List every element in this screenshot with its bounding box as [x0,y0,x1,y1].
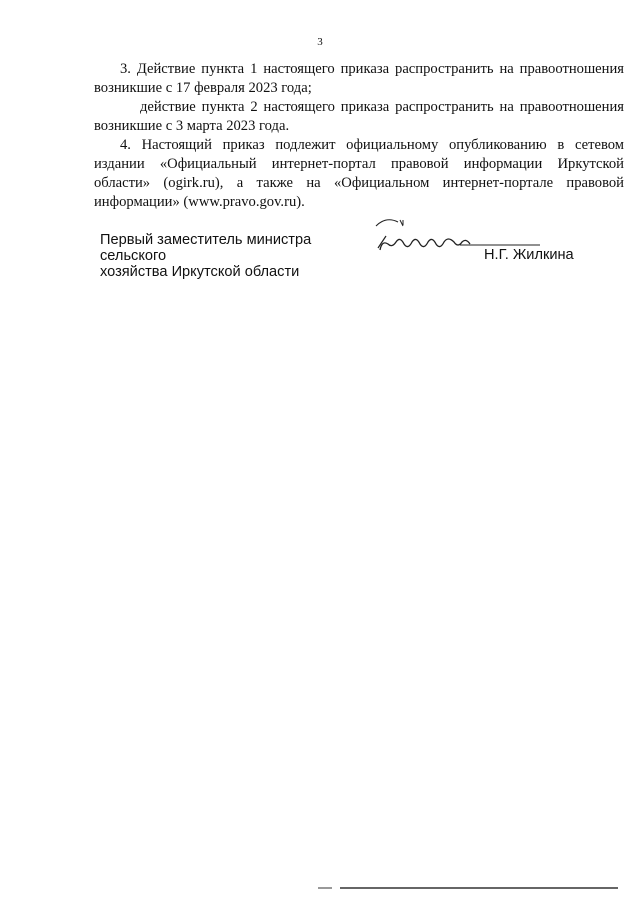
paragraph-4-line2: издании «Официальный интернет-портал правовой информации Иркутской [94,156,624,172]
paragraph-4-line4: информации» (www.pravo.gov.ru). [94,194,305,210]
paragraph-3b-line2: возникшие с 3 марта 2023 года. [94,118,290,134]
signatory-title-line2: хозяйства Иркутской области [100,264,300,280]
signatory-title-line1: Первый заместитель министра сельского [100,232,312,264]
signatory-title [100,232,380,280]
signatory-name: Н.Г. Жилкина [484,247,574,263]
page-number: 3 [317,36,323,48]
paragraph-4-line3: области» (ogirk.ru), а также на «Официальном интернет-портале правовой [94,175,624,191]
paragraph-4-line1: 4. Настоящий приказ подлежит официальному опубликованию в сетевом [120,137,624,153]
footer-rule [318,886,618,890]
paragraph-3-line2: возникшие с 17 февраля 2023 года; [94,80,312,96]
order-body [94,60,624,212]
paragraph-3b-line1: действие пункта 2 настоящего приказа распространить на правоотношения [140,99,624,115]
paragraph-3-line1: 3. Действие пункта 1 настоящего приказа распространить на правоотношения [120,61,624,77]
